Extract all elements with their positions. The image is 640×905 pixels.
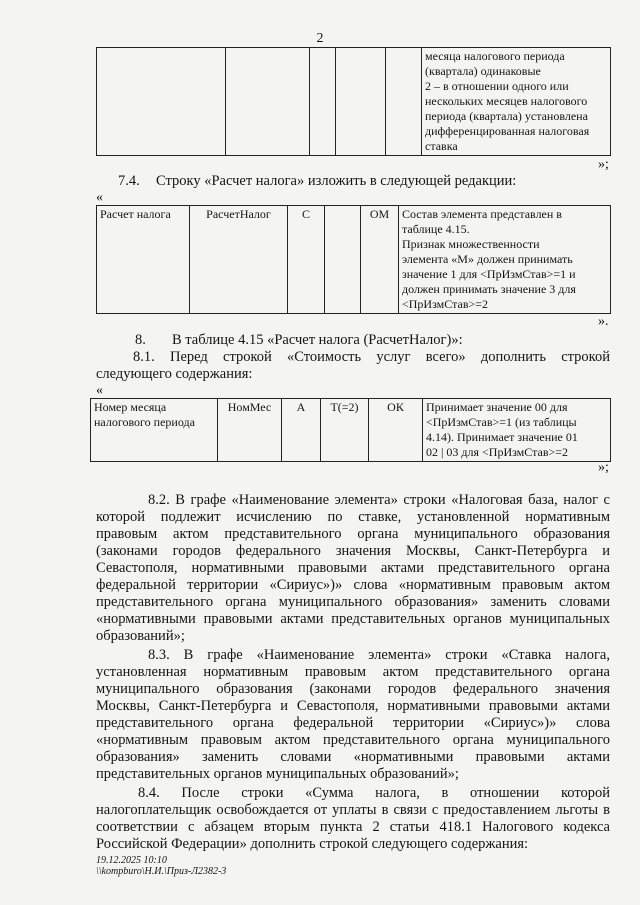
section-8-text: В таблице 4.15 «Расчет налога (РасчетНалог)»:: [172, 332, 463, 348]
name-line: Номер месяца: [94, 400, 167, 414]
desc-line: дифференцированная налоговая: [425, 124, 590, 138]
section-8-3-line: 8.3. В графе «Наименование элемента» строки «Ставка налога,: [148, 647, 610, 663]
cell-code: НомМес: [218, 399, 282, 462]
cell-req: [386, 48, 422, 156]
cell-type: [310, 48, 336, 156]
desc-line: Принимает значение 00 для: [426, 400, 568, 414]
section-8-2-line: образований»;: [96, 628, 185, 644]
section-7-4-number: 7.4.: [118, 173, 140, 189]
cell-type: А: [282, 399, 321, 462]
table-calc-row: [96, 205, 611, 314]
cell-name: [91, 399, 218, 462]
section-8-3-line: установленная нормативным правовым актом представительного органа: [96, 664, 610, 680]
section-8-2-line: правовым актом представительного органа муниципального образования: [96, 526, 610, 542]
section-7-4-text: Строку «Расчет налога» изложить в следующей редакции:: [156, 173, 517, 189]
desc-line: нескольких месяцев налогового: [425, 94, 588, 108]
open-quote: «: [96, 190, 103, 205]
cell-code: РасчетНалог: [190, 206, 288, 314]
cell-name: [97, 48, 226, 156]
cell-req: ОК: [369, 399, 423, 462]
table-continuation: [96, 47, 611, 156]
table-row: [91, 399, 611, 462]
desc-line: (квартала) одинаковые: [425, 64, 541, 78]
section-8-3-line: представительных органов муниципальных образований»;: [96, 766, 459, 782]
close-quote: »;: [598, 460, 609, 475]
section-8-4-line: соответствии с абзацем вторым пункта 2 статьи 418.1 Налогового кодекса: [96, 819, 610, 835]
section-8-2-line: (законами городов федерального значения Москвы, Санкт-Петербурга и: [96, 543, 610, 559]
desc-line: 4.14). Принимает значение 01: [426, 430, 578, 444]
cell-code: [226, 48, 310, 156]
name-line: налогового периода: [94, 415, 195, 429]
section-8-3-line: образования» заменить словами «нормативными правовыми актами: [96, 749, 610, 765]
page-number: 2: [316, 31, 324, 46]
section-8-2-line: «нормативными правовыми актами представительных органов муниципальных: [96, 611, 610, 627]
section-8-2-line: федеральной территории «Сириус»)» слова «нормативным правовым актом: [96, 577, 610, 593]
section-8-1-line: следующего содержания:: [96, 366, 253, 382]
cell-name: Расчет налога: [97, 206, 190, 314]
section-8-1-line: 8.1. Перед строкой «Стоимость услуг всего» дополнить строкой: [133, 349, 610, 365]
desc-line: <ПрИзмСтав>=1 (из таблицы: [426, 415, 577, 429]
table-month-number: [90, 398, 611, 462]
desc-line: Признак множественности: [402, 237, 540, 251]
table-row: [97, 206, 611, 314]
desc-line: значение 1 для <ПрИзмСтав>=1 и: [402, 267, 576, 281]
section-8-4-line: Российской Федерации» дополнить строкой следующего содержания:: [96, 836, 529, 852]
section-8-2-line: представительного органа муниципального образования» заменить словами: [96, 594, 610, 610]
close-quote: »;: [598, 157, 609, 172]
section-8-4-line: налогоплательщик освобождается от уплаты в связи с предоставлением льготы в: [96, 802, 610, 818]
section-8-3-line: представительного органа федеральной территории «Сириус»)» слова: [96, 715, 610, 731]
cell-type: С: [288, 206, 325, 314]
desc-line: <ПрИзмСтав>=2: [402, 297, 489, 311]
desc-line: таблице 4.15.: [402, 222, 470, 236]
desc-line: ставка: [425, 139, 458, 153]
desc-line: 02 | 03 для <ПрИзмСтав>=2: [426, 445, 569, 459]
desc-line: 2 – в отношении одного или: [425, 79, 569, 93]
section-8-2-line: 8.2. В графе «Наименование элемента» строки «Налоговая база, налог с: [148, 492, 610, 508]
desc-line: месяца налогового периода: [425, 49, 565, 63]
section-8-2-line: Севастополя, нормативными правовыми актами представительного органа: [96, 560, 610, 576]
footer-file-path: \\kompburo\Н.И.\Приз-Л2382-3: [96, 866, 227, 877]
table-row: [97, 48, 611, 156]
desc-line: элемента «М» должен принимать: [402, 252, 573, 266]
section-8-3-line: муниципального образования (законами городов федерального значения: [96, 681, 610, 697]
section-8-4-line: 8.4. После строки «Сумма налога, в отношении которой: [138, 785, 610, 801]
section-8-2-line: которой подлежит исчислению по ставке, установленной нормативным: [96, 509, 610, 525]
cell-description: [399, 206, 611, 314]
open-quote: «: [96, 383, 103, 398]
desc-line: должен принимать значение 3 для: [402, 282, 576, 296]
cell-format: Т(=2): [321, 399, 369, 462]
section-8-3-line: Москвы, Санкт-Петербурга и Севастополя, нормативными правовыми актами: [96, 698, 610, 714]
desc-line: периода (квартала) установлена: [425, 109, 588, 123]
section-8-3-line: «нормативным правовым актом представительного органа муниципального: [96, 732, 610, 748]
cell-description: [423, 399, 611, 462]
cell-format: [325, 206, 361, 314]
footer-date: 19.12.2025 10:10: [96, 855, 167, 866]
cell-req: ОМ: [361, 206, 399, 314]
section-8-number: 8.: [135, 332, 146, 348]
cell-format: [336, 48, 386, 156]
desc-line: Состав элемента представлен в: [402, 207, 562, 221]
cell-description: [422, 48, 611, 156]
close-quote: ».: [598, 314, 609, 329]
